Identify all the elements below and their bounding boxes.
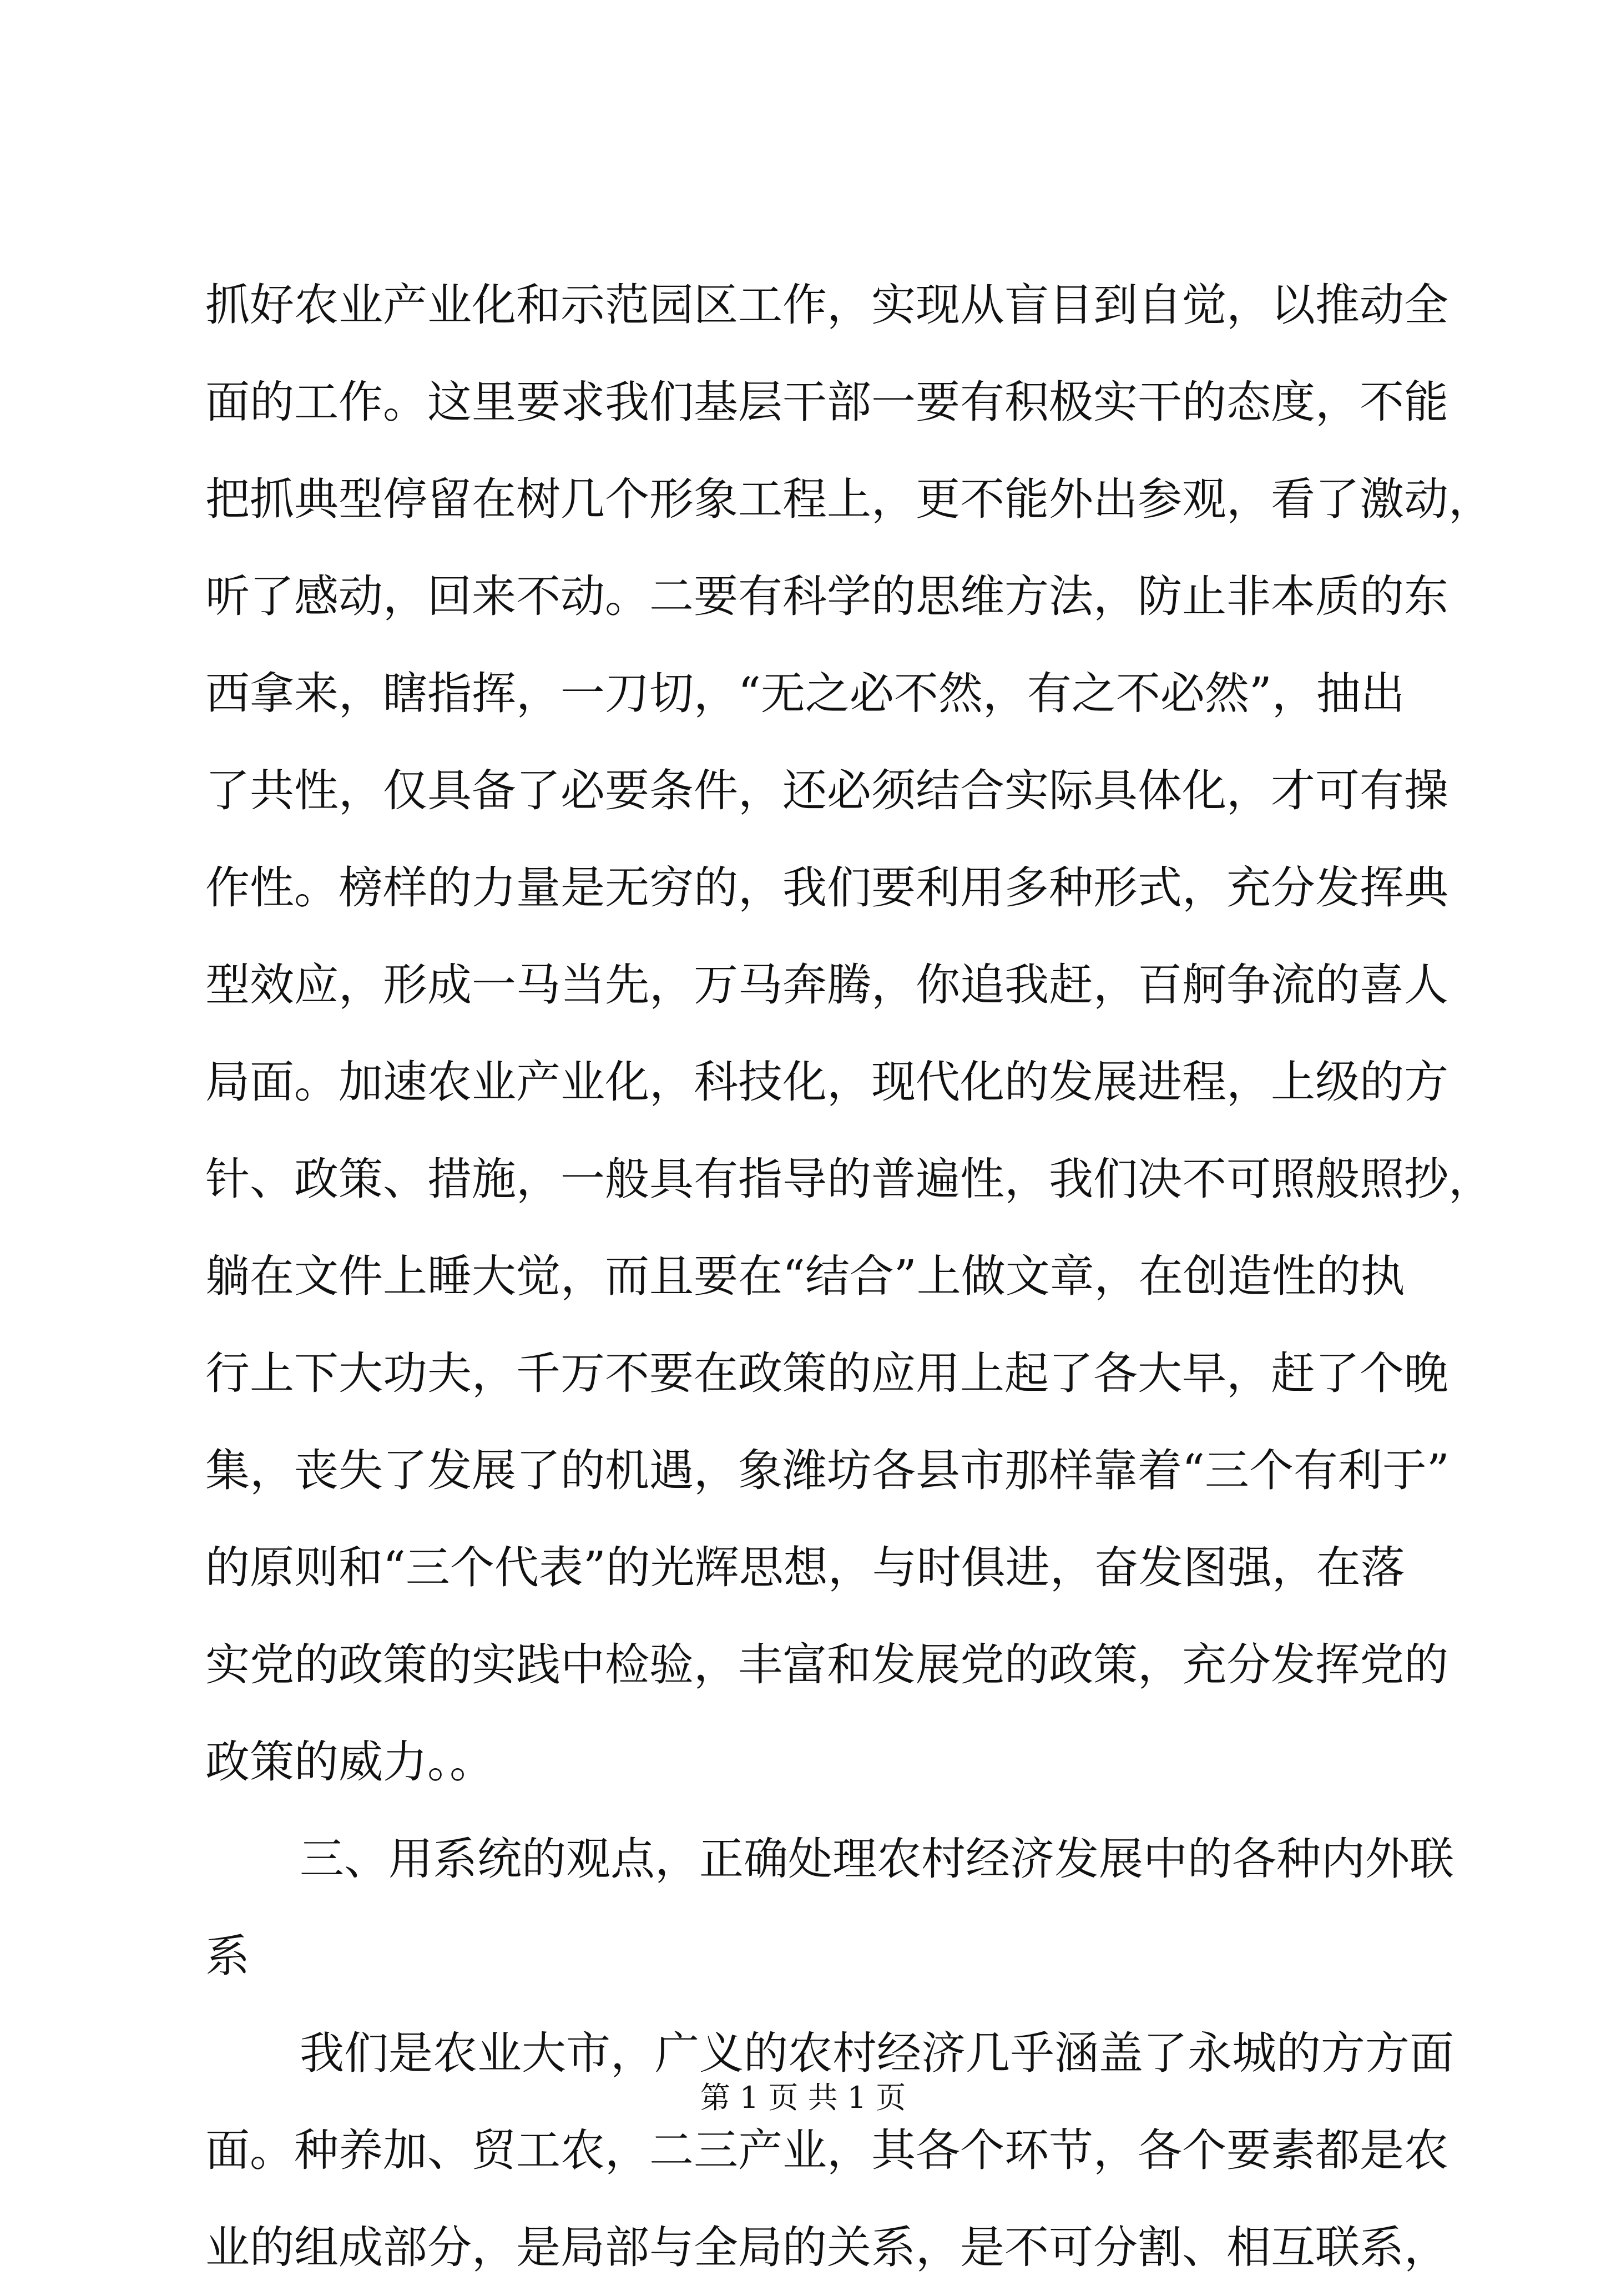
- text-line: 西拿来，瞎指挥，一刀切，“无之必不然，有之不必然”，抽出: [205, 668, 1405, 719]
- text-line: 行上下大功夫，千万不要在政策的应用上起了各大早，赶了个晚: [205, 1348, 1448, 1399]
- section-heading-line: 三、用系统的观点，正确处理农村经济发展中的各种内外联: [300, 1833, 1454, 1885]
- text-line: 听了感动，回来不动。二要有科学的思维方法，防止非本质的东: [205, 571, 1448, 622]
- text-line: 的原则和“三个代表”的光辉思想，与时俱进，奋发图强，在落: [205, 1542, 1405, 1593]
- text-line: 型效应，形成一马当先，万马奔腾，你追我赶，百舸争流的喜人: [205, 959, 1448, 1011]
- text-line: 作性。榜样的力量是无穷的，我们要利用多种形式，充分发挥典: [205, 862, 1448, 914]
- text-line: 业的组成部分，是局部与全局的关系，是不可分割、相互联系，: [205, 2222, 1448, 2273]
- text-line: 面的工作。这里要求我们基层干部一要有积极实干的态度，不能: [205, 376, 1448, 428]
- text-line: 实党的政策的实践中检验，丰富和发展党的政策，充分发挥党的: [205, 1639, 1448, 1691]
- text-line: 政策的威力。。: [205, 1736, 494, 1788]
- section-heading-line: 系: [205, 1930, 250, 1982]
- text-line: 抓好农业产业化和示范园区工作，实现从盲目到自觉，以推动全: [205, 279, 1448, 331]
- page-footer: 第 1 页 共 1 页: [700, 2080, 906, 2115]
- text-line: 了共性，仅具备了必要条件，还必须结合实际具体化，才可有操: [205, 765, 1448, 816]
- text-line: 针、政策、措施，一般具有指导的普遍性，我们决不可照般照抄，: [205, 1153, 1493, 1205]
- text-line: 躺在文件上睡大觉，而且要在“结合”上做文章，在创造性的执: [205, 1250, 1405, 1302]
- text-line: 局面。加速农业产业化，科技化，现代化的发展进程，上级的方: [205, 1056, 1448, 1108]
- text-line: 我们是农业大市，广义的农村经济几乎涵盖了永城的方方面: [300, 2027, 1454, 2079]
- text-line: 面。种养加、贸工农，二三产业，其各个环节，各个要素都是农: [205, 2125, 1448, 2176]
- text-line: 集，丧失了发展了的机遇，象潍坊各县市那样靠着“三个有利于”: [205, 1445, 1450, 1496]
- body-text: [205, 256, 1493, 2296]
- text-line: 把抓典型停留在树几个形象工程上，更不能外出参观，看了激动，: [205, 473, 1493, 525]
